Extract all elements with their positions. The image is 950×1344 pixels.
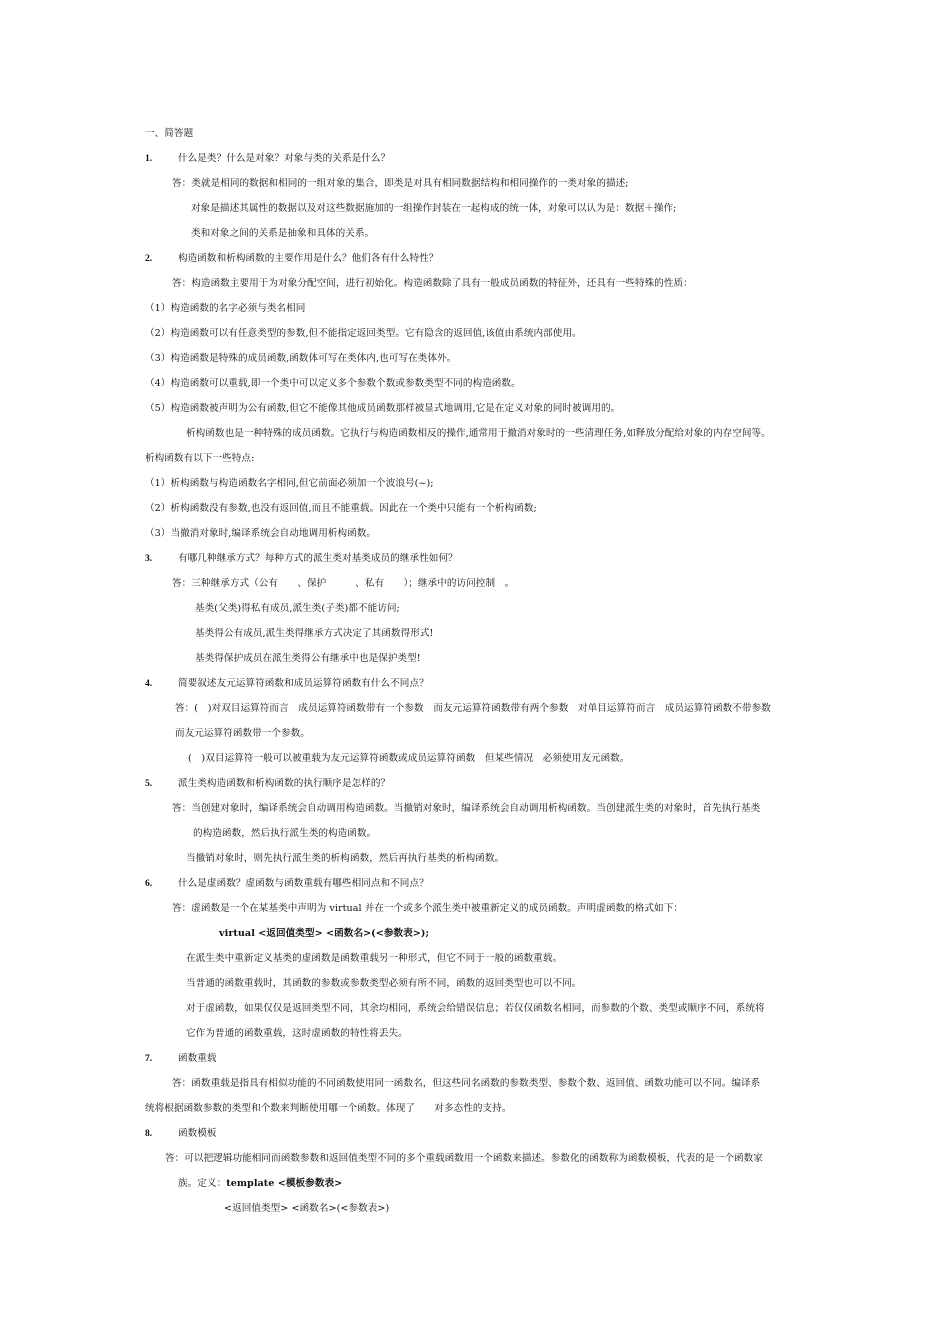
answer-line: 对象是描述其属性的数据以及对这些数据施加的一组操作封装在一起构成的统一体，对象可以认为是：数据＋操作; <box>191 203 677 214</box>
answer-line: 答：三种继承方式（公有 、保护 、私有 ）；继承中的访问控制 。 <box>172 578 515 589</box>
answer-line: ( )双目运算符一般可以被重载为友元运算符函数或成员运算符函数 但某些情况 必须使用友元函数。 <box>188 753 630 764</box>
answer-line: （2）析构函数没有参数,也没有返回值,而且不能重载。因此在一个类中只能有一个析构函数; <box>145 503 537 514</box>
answer-line: 基类(父类)得私有成员,派生类(子类)都不能访问; <box>195 603 400 614</box>
answer-line: 当撤销对象时，则先执行派生类的析构函数，然后再执行基类的析构函数。 <box>186 853 505 864</box>
question-text: 函数重载 <box>178 1053 217 1064</box>
question-number: 3. <box>145 553 153 564</box>
answer-prefix: 族。定义： <box>178 1178 227 1189</box>
section-title: 一、简答题 <box>145 128 194 139</box>
question-number: 1. <box>145 153 153 164</box>
answer-line: 答：当创建对象时，编译系统会自动调用构造函数。当撤销对象时，编译系统会自动调用析构函数。当创建派生类的对象时，首先执行基类 <box>172 803 761 814</box>
answer-line: （5）构造函数被声明为公有函数,但它不能像其他成员函数那样被显式地调用,它是在定义对象的同时被调用的。 <box>145 403 621 414</box>
answer-line <box>178 1177 342 1190</box>
answer-line: （1）析构函数与构造函数名字相同,但它前面必须加一个波浪号(~); <box>145 478 434 489</box>
answer-line: 基类得公有成员,派生类得继承方式决定了其函数得形式! <box>195 628 434 639</box>
question-number: 2. <box>145 253 153 264</box>
answer-line: （1）构造函数的名字必须与类名相同 <box>145 303 306 314</box>
answer-line: 统将根据函数参数的类型和个数来判断使用哪一个函数。体现了 对多态性的支持。 <box>145 1103 512 1114</box>
answer-line: 对于虚函数，如果仅仅是返回类型不同，其余均相同，系统会给错误信息；若仅仅函数名相同，而参数的个数、类型或顺序不同，系统将 <box>186 1003 765 1014</box>
code-inline: template <模板参数表> <box>226 1178 343 1189</box>
question-number: 8. <box>145 1128 153 1139</box>
question-number: 7. <box>145 1053 153 1064</box>
answer-line: 类和对象之间的关系是抽象和具体的关系。 <box>191 228 375 239</box>
answer-line: （3）当撤消对象时,编译系统会自动地调用析构函数。 <box>145 528 377 539</box>
answer-line: 在派生类中重新定义基类的虚函数是函数重载另一种形式，但它不同于一般的函数重载。 <box>186 953 563 964</box>
question-text: 什么是类？什么是对象？对象与类的关系是什么？ <box>178 153 391 164</box>
answer-line: 答：( )对双目运算符而言 成员运算符函数带有一个参数 而友元运算符函数带有两个参数 对单目运算符而言 成员运算符函数不带参数 <box>175 703 771 714</box>
answer-line: （2）构造函数可以有任意类型的参数,但不能指定返回类型。它有隐含的返回值,该值由系统内部使用。 <box>145 328 582 339</box>
code-line: <返回值类型> <函数名>(<参数表>) <box>224 1203 390 1214</box>
answer-line: 析构函数有以下一些特点: <box>145 453 255 464</box>
question-number: 6. <box>145 878 153 889</box>
answer-line: （4）构造函数可以重载,即一个类中可以定义多个参数个数或参数类型不同的构造函数。 <box>145 378 521 389</box>
question-text: 简要叙述友元运算符函数和成员运算符函数有什么不同点？ <box>178 678 429 689</box>
answer-line: 答：可以把逻辑功能相同而函数参数和返回值类型不同的多个重载函数用一个函数来描述。参数化的函数称为函数模板，代表的是一个函数家 <box>165 1153 763 1164</box>
question-number: 5. <box>145 778 153 789</box>
answer-line: 基类得保护成员在派生类得公有继承中也是保护类型! <box>195 653 421 664</box>
question-text: 构造函数和析构函数的主要作用是什么？他们各有什么特性？ <box>178 253 439 264</box>
question-text: 有哪几种继承方式？每种方式的派生类对基类成员的继承性如何？ <box>178 553 458 564</box>
answer-line: 答：虚函数是一个在某基类中声明为 virtual 并在一个或多个派生类中被重新定义的成员函数。声明虚函数的格式如下： <box>172 903 683 914</box>
answer-line: 答：类就是相同的数据和相同的一组对象的集合，即类是对具有相同数据结构和相同操作的一类对象的描述; <box>172 178 629 189</box>
answer-line: （3）构造函数是特殊的成员函数,函数体可写在类体内,也可写在类体外。 <box>145 353 457 364</box>
question-number: 4. <box>145 678 153 689</box>
question-text: 什么是虚函数？虚函数与函数重载有哪些相同点和不同点？ <box>178 878 429 889</box>
answer-line: 当普通的函数重载时，其函数的参数或参数类型必须有所不同，函数的返回类型也可以不同。 <box>186 978 582 989</box>
question-text: 派生类构造函数和析构函数的执行顺序是怎样的？ <box>178 778 391 789</box>
answer-line: 答：函数重载是指具有相似功能的不同函数使用同一函数名，但这些同名函数的参数类型、参数个数、返回值、函数功能可以不同。编译系 <box>172 1078 761 1089</box>
answer-line: 的构造函数，然后执行派生类的构造函数。 <box>193 828 377 839</box>
answer-line: 它作为普通的函数重载，这时虚函数的特性将丢失。 <box>186 1028 408 1039</box>
code-line: virtual <返回值类型> <函数名>(<参数表>); <box>219 928 430 939</box>
question-text: 函数模板 <box>178 1128 217 1139</box>
answer-line: 析构函数也是一种特殊的成员函数。它执行与构造函数相反的操作,通常用于撤消对象时的一些清理任务,如释放分配给对象的内存空间等。 <box>186 428 771 439</box>
answer-line: 答：构造函数主要用于为对象分配空间，进行初始化。构造函数除了具有一般成员函数的特征外，还具有一些特殊的性质： <box>172 278 693 289</box>
answer-line: 而友元运算符函数带一个参数。 <box>175 728 311 739</box>
